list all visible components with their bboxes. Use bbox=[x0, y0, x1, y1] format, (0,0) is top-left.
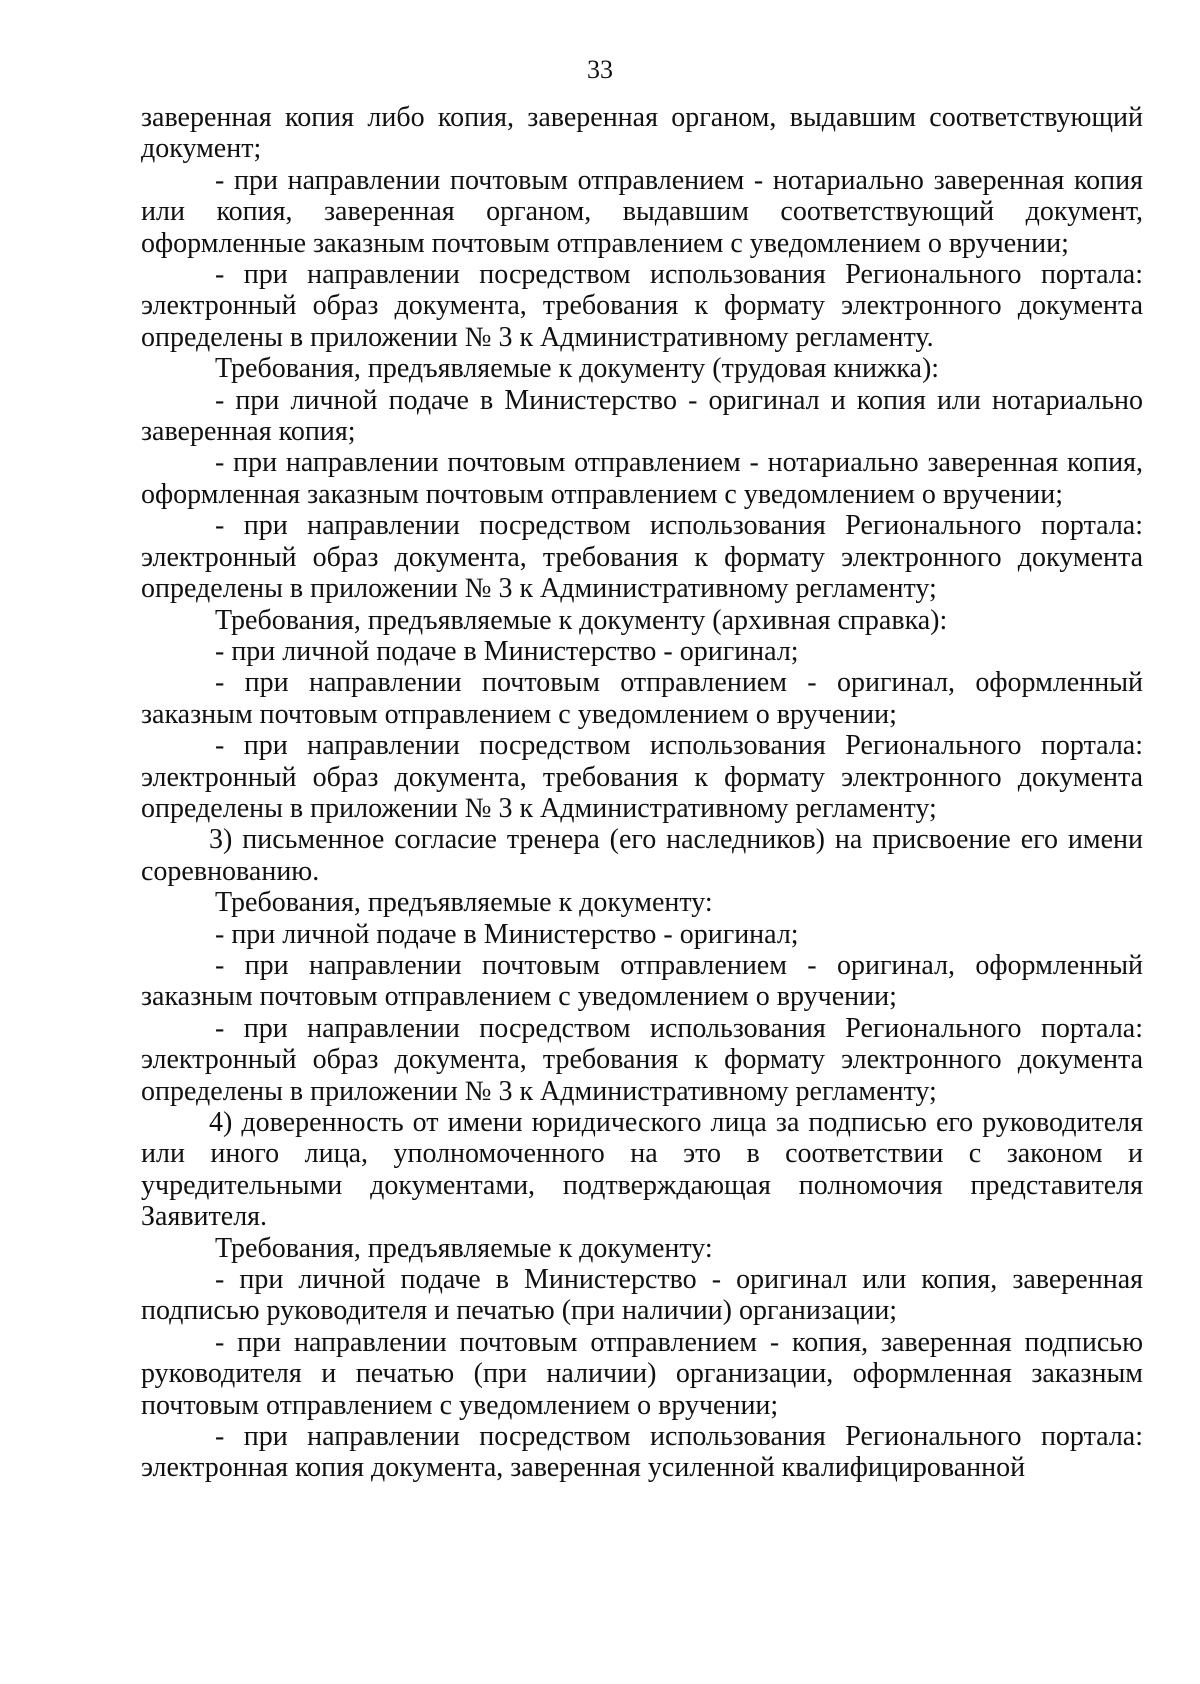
paragraph-heading: Требования, предъявляемые к документу (трудовая книжка): bbox=[215, 353, 940, 385]
paragraph: - при направлении почтовым отправлением - нотариально заверенная копия, оформленная заказным почтовым отправлением с уведомлением о вручении; bbox=[141, 447, 1143, 510]
paragraph: - при направлении посредством использования Регионального портала: электронный образ документа, требования к формату электронного документа определены в приложении № 3 к Административному регламенту; bbox=[141, 730, 1143, 824]
paragraph: - при личной подаче в Министерство - оригинал и копия или нотариально заверенная копия; bbox=[141, 384, 1143, 448]
paragraph: - при личной подаче в Министерство - оригинал или копия, заверенная подписью руководителя и печатью (при наличии) организации; bbox=[141, 1264, 1143, 1327]
paragraph: - при личной подаче в Министерство - оригинал; bbox=[215, 635, 799, 667]
paragraph: - при направлении почтовым отправлением - оригинал, оформленный заказным почтовым отправлением с уведомлением о вручении; bbox=[141, 949, 1143, 1013]
paragraph: заверенная копия либо копия, заверенная органом, выдавшим соответствующий документ; bbox=[141, 102, 1143, 165]
paragraph: - при направлении почтовым отправлением - копия, заверенная подписью руководителя и печатью (при наличии) организации, оформленная заказным почтовым отправлением с уведомлением о вручении; bbox=[141, 1326, 1143, 1421]
paragraph: - при направлении почтовым отправлением - оригинал, оформленный заказным почтовым отправлением с уведомлением о вручении; bbox=[141, 667, 1143, 730]
paragraph-heading: Требования, предъявляемые к документу: bbox=[215, 887, 713, 919]
numbered-item: 4) доверенность от имени юридического лица за подписью его руководителя или иного лица, уполномоченного на это в соответствии с законом и учредительными документами, подтверждающая полномочия представителя Заявителя. bbox=[141, 1107, 1143, 1233]
paragraph: - при направлении посредством использования Регионального портала: электронный образ документа, требования к формату электронного документа определены в приложении № 3 к Административному регламенту. bbox=[141, 259, 1143, 353]
paragraph-heading: Требования, предъявляемые к документу: bbox=[215, 1232, 713, 1264]
paragraph: - при направлении посредством использования Регионального портала: электронная копия документа, заверенная усиленной квалифицированной bbox=[141, 1421, 1143, 1484]
paragraph: - при направлении посредством использования Регионального портала: электронный образ документа, требования к формату электронного документа определены в приложении № 3 к Административному регламенту; bbox=[141, 510, 1143, 605]
paragraph-heading: Требования, предъявляемые к документу (архивная справка): bbox=[215, 604, 948, 636]
paragraph: - при личной подаче в Министерство - оригинал; bbox=[215, 918, 799, 950]
document-body bbox=[141, 102, 1143, 1484]
numbered-item: 3) письменное согласие тренера (его наследников) на присвоение его имени соревнованию. bbox=[141, 824, 1143, 887]
paragraph: - при направлении почтовым отправлением - нотариально заверенная копия или копия, заверенная органом, выдавшим соответствующий документ, оформленные заказным почтовым отправлением с уведомлением о вручении; bbox=[141, 164, 1143, 259]
paragraph: - при направлении посредством использования Регионального портала: электронный образ документа, требования к формату электронного документа определены в приложении № 3 к Административному регламенту; bbox=[141, 1012, 1143, 1107]
page-number: 33 bbox=[587, 55, 613, 84]
